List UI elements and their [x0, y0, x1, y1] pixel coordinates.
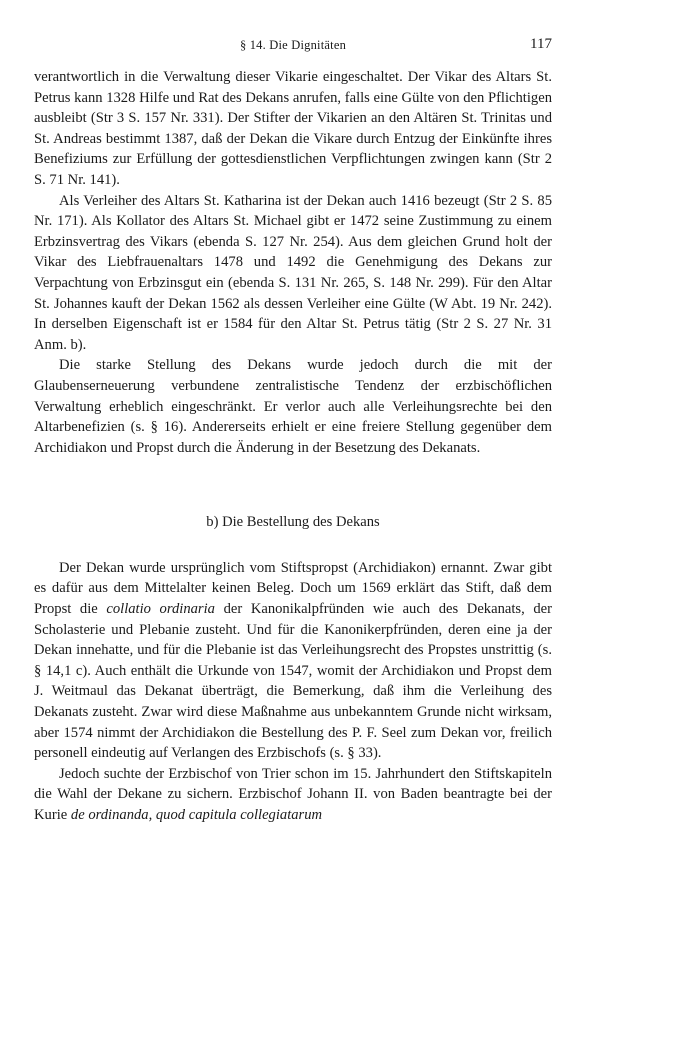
paragraph-text: Jedoch suchte der Erzbischof von Trier schon im 15. Jahrhundert den Stiftskapiteln die Wahl der Dekane zu sichern. Erzbischof Johann II. von Baden beantragte bei der Kurie	[34, 765, 552, 823]
section-heading: b) Die Bestellung des Dekans	[206, 514, 380, 531]
latin-term: collatio ordinaria	[106, 601, 215, 618]
paragraph-continued: verantwortlich in die Verwaltung dieser Vikarie eingeschaltet. Der Vikar des Altars St. Petrus kann 1328 Hilfe und Rat des Dekans anrufen, falls eine Gülte von den Pflichtigen ausbleibt (Str 3 S. 157 Nr. 331). Der Stifter der Vikarien an den Altären St. Trinitas und St. Andreas bestimmt 1387, daß der Dekan die Vikare durch Entzug der Einkünfte ihres Benefiziums zur Erfüllung der gottesdienstlichen Verpflichtungen zwingen kann (Str 2 S. 71 Nr. 141).	[34, 69, 552, 188]
running-head	[34, 36, 552, 56]
paragraph-text: der Kanonikalpfründen wie auch des Dekanats, der Scholasterie und Plebanie zusteht. Und für die Kanonikerpfründen, deren eine ja der Dekan innehatte, und für die Plebanie ist das Verleihungsrecht des Propstes unstrittig (s. § 14,1 c). Auch enthält die Urkunde von 1547, womit der Archidiakon und Propst dem J. Weitmaul das Dekanat überträgt, die Bemerkung, daß ihm die Verleihung des Dekanats zusteht. Zwar wird diese Maßnahme aus unbekanntem Grunde nicht wirksam, aber 1574 nimmt der Archidiakon die Bestellung des P. F. Seel zum Dekan vor, freilich personell eindeutig auf Verlangen des Erzbischofs (s. § 33).	[34, 601, 552, 762]
running-title: § 14. Die Dignitäten	[239, 38, 347, 52]
paragraph-text: Der Dekan wurde ursprünglich vom Stiftspropst (Archidiakon) ernannt. Zwar gibt es dafür aus dem Mittelalter keinen Beleg. Doch um 1569 erklärt das Stift, daß dem Propst die	[34, 559, 552, 618]
paragraph: Die starke Stellung des Dekans wurde jedoch durch die mit der Glaubenserneuerung verbundene zentralistische Tendenz der erzbischöflichen Verwaltung erheblich eingeschränkt. Er verlor auch alle Verleihungsrechte bei den Altarbenefizien (s. § 16). Andererseits erhielt er eine freiere Stellung gegenüber dem Archidiakon und Propst durch die Änderung in der Besetzung des Dekanats.	[34, 357, 552, 456]
page-number: 117	[530, 36, 552, 52]
paragraph: Als Verleiher des Altars St. Katharina ist der Dekan auch 1416 bezeugt (Str 2 S. 85 Nr. 171). Als Kollator des Altars St. Michael gibt er 1472 seine Zustimmung zu einem Erbzinsvertrag des Vikars (ebenda S. 127 Nr. 254). Aus dem gleichen Grund holt der Vikar des Liebfrauenaltars 1478 und 1492 die Genehmigung des Dekans zur Verpachtung von Erbzinsgut ein (ebenda S. 131 Nr. 265, S. 148 Nr. 299). Für den Altar St. Johannes kauft der Dekan 1562 als dessen Verleiher eine Gülte (W Abt. 19 Nr. 242). In derselben Eigenschaft ist er 1584 für den Altar St. Petrus tätig (Str 2 S. 27 Nr. 31 Anm. b).	[34, 192, 552, 353]
page-body	[34, 67, 552, 826]
paragraph	[34, 558, 552, 764]
latin-quote: de ordinanda, quod capitula collegiatarum	[70, 807, 323, 823]
paragraph-last	[34, 764, 552, 826]
